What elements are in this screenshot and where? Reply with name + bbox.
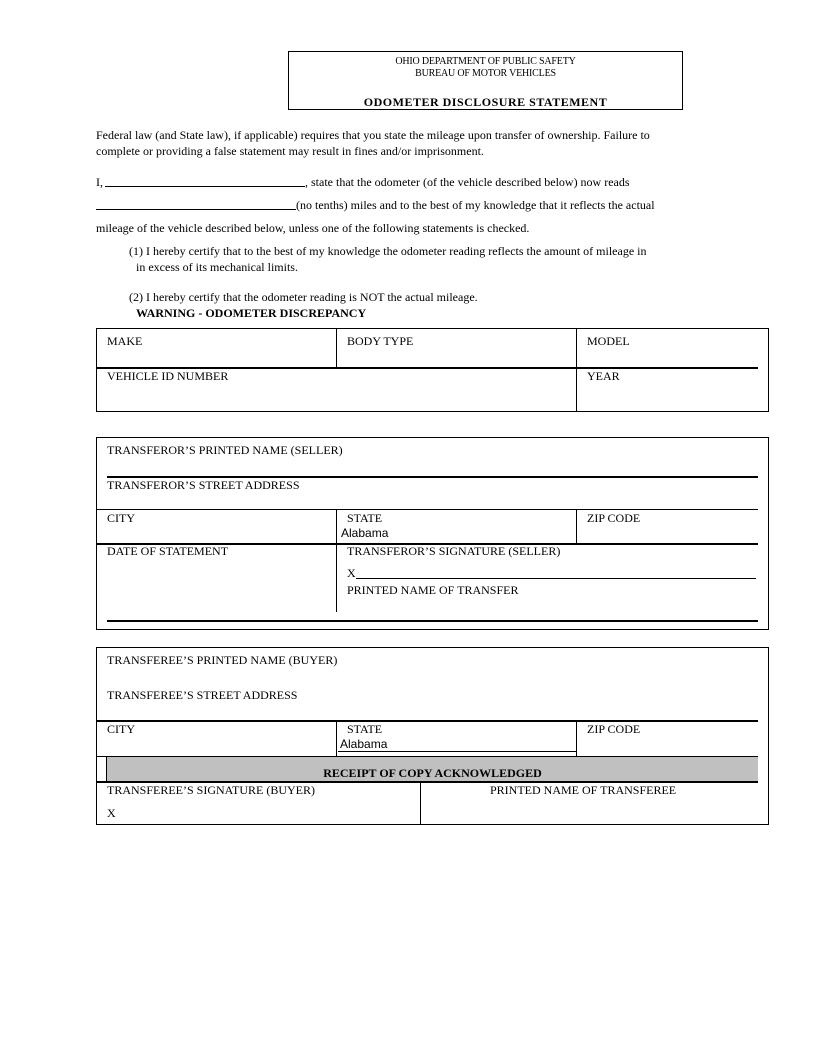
seller-state-divider — [576, 509, 577, 544]
buyer-name-field[interactable]: TRANSFEREE’S PRINTED NAME (BUYER) — [107, 653, 338, 667]
statement-suffix-2: (no tenths) miles and to the best of my knowledge that it reflects the actual — [296, 198, 655, 212]
intro-line-2: complete or providing a false statement may result in fines and/or imprisonment. — [96, 144, 484, 158]
buyer-state-label: STATE — [347, 722, 383, 736]
buyer-signature-divider — [420, 782, 421, 825]
seller-city-field[interactable]: CITY — [107, 511, 135, 525]
buyer-zip-field[interactable]: ZIP CODE — [587, 722, 641, 736]
certification-2[interactable]: (2) I hereby certify that the odometer reading is NOT the actual mileage. — [129, 290, 478, 304]
certification-1-line-2: in excess of its mechanical limits. — [136, 260, 298, 274]
seller-info-table — [96, 437, 769, 630]
body-type-field[interactable]: BODY TYPE — [347, 334, 414, 348]
buyer-printed-name-field[interactable]: PRINTED NAME OF TRANSFEREE — [490, 783, 677, 797]
vin-field[interactable]: VEHICLE ID NUMBER — [107, 369, 229, 383]
buyer-address-underline — [96, 720, 758, 722]
buyer-signature-mark[interactable]: X — [107, 806, 116, 820]
seller-signature-line[interactable] — [356, 578, 756, 579]
seller-bottom-rule — [107, 620, 758, 622]
form-title: ODOMETER DISCLOSURE STATEMENT — [363, 95, 608, 109]
receipt-acknowledged-label: RECEIPT OF COPY ACKNOWLEDGED — [323, 766, 542, 780]
seller-signature-label: TRANSFEROR’S SIGNATURE (SELLER) — [347, 544, 561, 558]
seller-zip-field[interactable]: ZIP CODE — [587, 511, 641, 525]
seller-city-divider — [336, 509, 337, 544]
seller-name-fill-line[interactable] — [105, 172, 305, 187]
seller-name-field[interactable]: TRANSFEROR’S PRINTED NAME (SELLER) — [107, 443, 343, 457]
buyer-city-divider — [336, 721, 337, 756]
seller-date-divider — [336, 544, 337, 612]
form-header — [288, 51, 683, 110]
buyer-state-divider — [576, 721, 577, 756]
seller-address-field[interactable]: TRANSFEROR’S STREET ADDRESS — [107, 478, 300, 492]
vehicle-divider-1 — [336, 328, 337, 368]
department-name: OHIO DEPARTMENT OF PUBLIC SAFETY — [395, 56, 576, 67]
buyer-info-table — [96, 647, 769, 825]
year-field[interactable]: YEAR — [587, 369, 620, 383]
seller-signature-mark: X — [347, 566, 356, 580]
bureau-name: BUREAU OF MOTOR VEHICLES — [415, 68, 556, 79]
intro-line-1: Federal law (and State law), if applicable) requires that you state the mileage upon transfer of ownership. Failure to — [96, 128, 650, 142]
odometer-reading-fill-line[interactable] — [96, 195, 296, 210]
buyer-state-select[interactable]: Alabama — [340, 737, 388, 751]
buyer-state-underline — [338, 751, 576, 752]
buyer-signature-label: TRANSFEREE’S SIGNATURE (BUYER) — [107, 783, 316, 797]
seller-state-label: STATE — [347, 511, 383, 525]
statement-suffix-1: , state that the odometer (of the vehicle described below) now reads — [305, 175, 630, 189]
buyer-city-field[interactable]: CITY — [107, 722, 135, 736]
statement-date-field[interactable]: DATE OF STATEMENT — [107, 544, 229, 558]
warning-label: WARNING - ODOMETER DISCREPANCY — [136, 306, 367, 320]
make-field[interactable]: MAKE — [107, 334, 143, 348]
vehicle-divider-2 — [576, 328, 577, 412]
seller-address-underline — [96, 509, 758, 510]
seller-printed-name-field[interactable]: PRINTED NAME OF TRANSFER — [347, 583, 519, 597]
certification-1-line-1[interactable]: (1) I hereby certify that to the best of my knowledge the odometer reading reflects the amount of mileage in — [129, 244, 647, 258]
statement-line-3: mileage of the vehicle described below, unless one of the following statements is checked. — [96, 221, 530, 235]
statement-prefix: I, — [96, 175, 103, 189]
model-field[interactable]: MODEL — [587, 334, 630, 348]
buyer-address-field[interactable]: TRANSFEREE’S STREET ADDRESS — [107, 688, 298, 702]
seller-state-select[interactable]: Alabama — [341, 526, 389, 540]
